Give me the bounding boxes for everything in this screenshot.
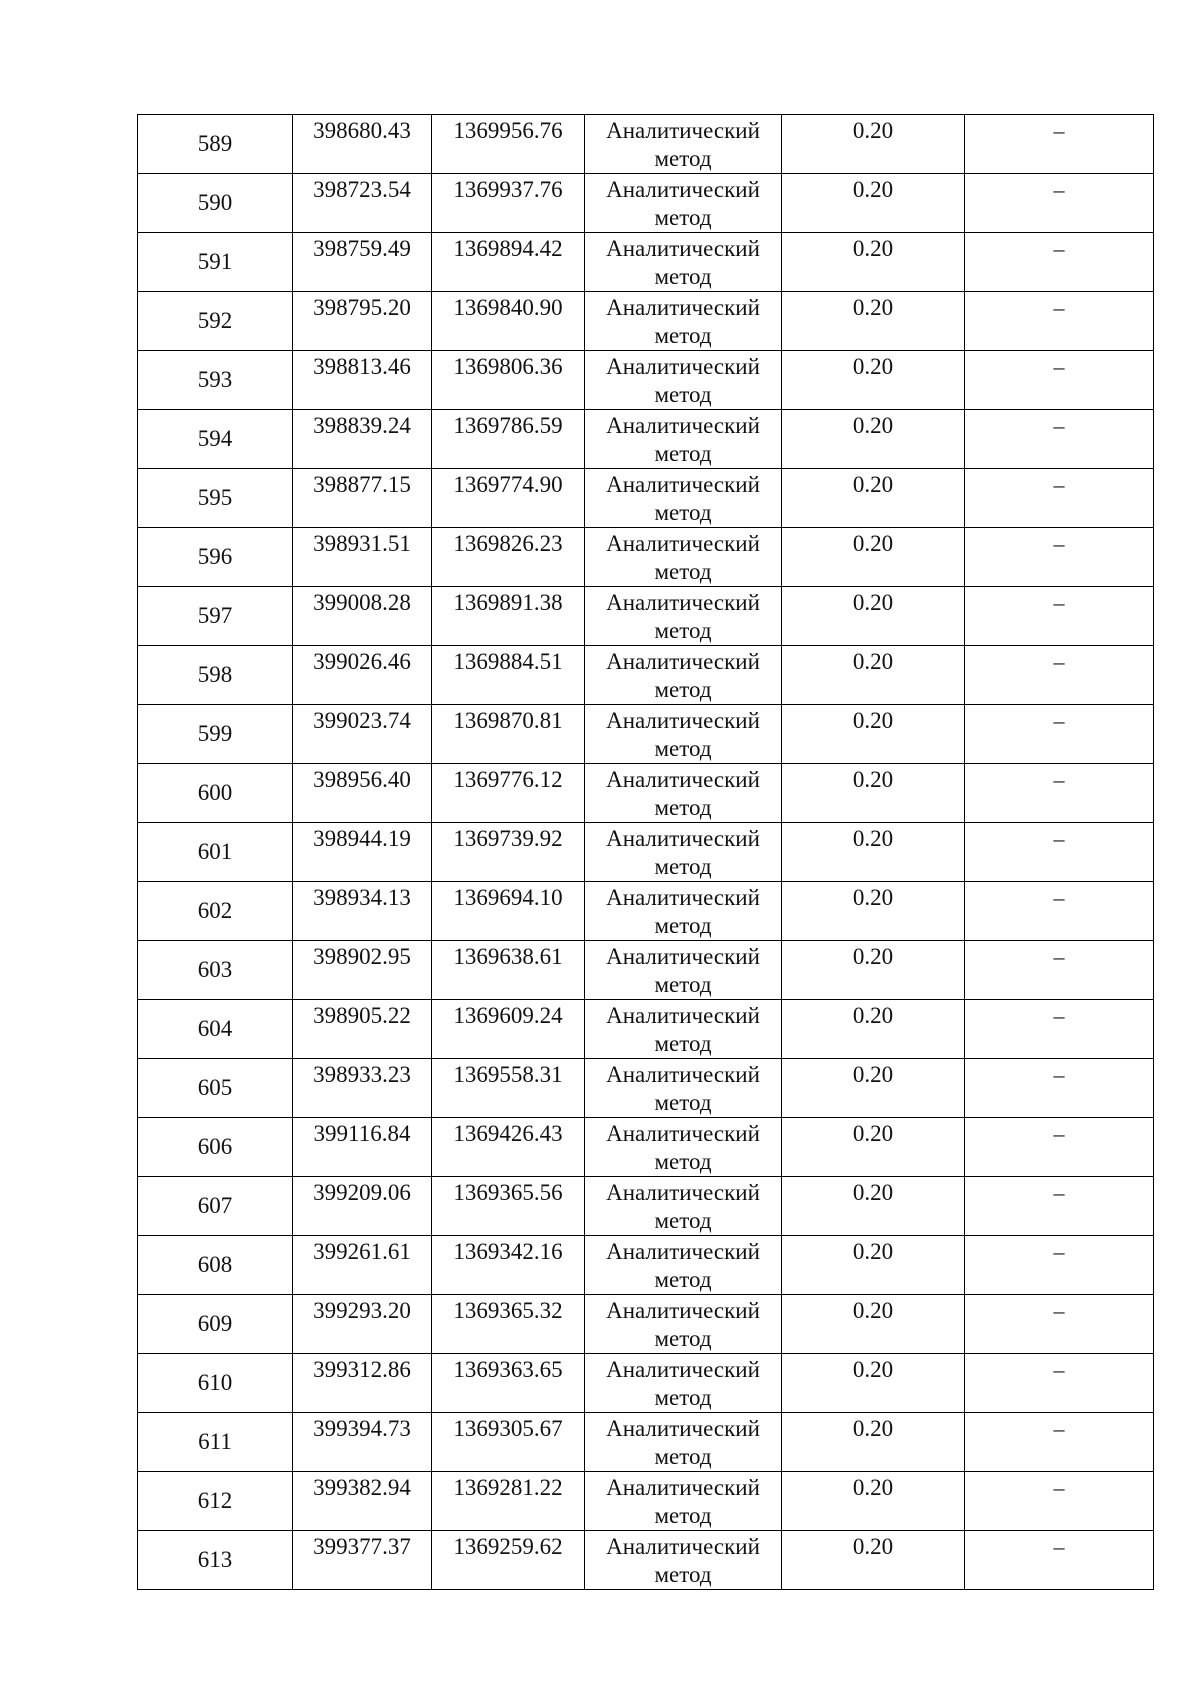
point-number-cell: 608 [138, 1236, 293, 1295]
precision-cell: 0.20 [782, 1295, 965, 1354]
point-number-cell: 590 [138, 174, 293, 233]
description-cell: – [965, 764, 1154, 823]
method-text-line-2: метод [654, 618, 712, 643]
x-coordinate-cell: 398905.22 [293, 1000, 432, 1059]
table-row [138, 528, 1154, 587]
x-coordinate-cell: 398877.15 [293, 469, 432, 528]
description-cell: – [965, 646, 1154, 705]
method-text-line-1: Аналитический [606, 649, 760, 674]
y-coordinate-cell: 1369937.76 [432, 174, 585, 233]
method-text-line-1: Аналитический [606, 118, 760, 143]
y-coordinate-cell: 1369826.23 [432, 528, 585, 587]
method-cell [585, 1295, 782, 1354]
method-text-line-1: Аналитический [606, 413, 760, 438]
method-cell [585, 1059, 782, 1118]
y-coordinate-cell: 1369365.32 [432, 1295, 585, 1354]
method-cell [585, 941, 782, 1000]
method-text-line-2: метод [654, 559, 712, 584]
precision-cell: 0.20 [782, 1413, 965, 1472]
x-coordinate-cell: 399382.94 [293, 1472, 432, 1531]
point-number-cell: 611 [138, 1413, 293, 1472]
point-number-cell: 607 [138, 1177, 293, 1236]
precision-cell: 0.20 [782, 1118, 965, 1177]
x-coordinate-cell: 399116.84 [293, 1118, 432, 1177]
precision-cell: 0.20 [782, 882, 965, 941]
x-coordinate-cell: 398795.20 [293, 292, 432, 351]
description-cell: – [965, 941, 1154, 1000]
x-coordinate-cell: 399293.20 [293, 1295, 432, 1354]
point-number-cell: 591 [138, 233, 293, 292]
method-text-line-2: метод [654, 854, 712, 879]
method-text-line-2: метод [654, 146, 712, 171]
coordinates-table-body [138, 115, 1154, 1590]
table-row [138, 764, 1154, 823]
precision-cell: 0.20 [782, 1531, 965, 1590]
y-coordinate-cell: 1369305.67 [432, 1413, 585, 1472]
description-cell: – [965, 823, 1154, 882]
method-text-line-2: метод [654, 1562, 712, 1587]
precision-cell: 0.20 [782, 351, 965, 410]
method-text-line-2: метод [654, 677, 712, 702]
description-cell: – [965, 1118, 1154, 1177]
y-coordinate-cell: 1369884.51 [432, 646, 585, 705]
table-row [138, 823, 1154, 882]
x-coordinate-cell: 399312.86 [293, 1354, 432, 1413]
method-text-line-2: метод [654, 1503, 712, 1528]
y-coordinate-cell: 1369342.16 [432, 1236, 585, 1295]
description-cell: – [965, 705, 1154, 764]
x-coordinate-cell: 398759.49 [293, 233, 432, 292]
description-cell: – [965, 1413, 1154, 1472]
method-text-line-1: Аналитический [606, 1416, 760, 1441]
point-number-cell: 592 [138, 292, 293, 351]
method-cell [585, 1000, 782, 1059]
point-number-cell: 604 [138, 1000, 293, 1059]
x-coordinate-cell: 398944.19 [293, 823, 432, 882]
method-text-line-2: метод [654, 913, 712, 938]
point-number-cell: 589 [138, 115, 293, 174]
y-coordinate-cell: 1369806.36 [432, 351, 585, 410]
x-coordinate-cell: 398933.23 [293, 1059, 432, 1118]
description-cell: – [965, 1059, 1154, 1118]
description-cell: – [965, 1354, 1154, 1413]
table-row [138, 1472, 1154, 1531]
x-coordinate-cell: 398902.95 [293, 941, 432, 1000]
description-cell: – [965, 174, 1154, 233]
description-cell: – [965, 410, 1154, 469]
x-coordinate-cell: 398723.54 [293, 174, 432, 233]
y-coordinate-cell: 1369694.10 [432, 882, 585, 941]
table-row [138, 941, 1154, 1000]
method-cell [585, 174, 782, 233]
table-row [138, 292, 1154, 351]
method-text-line-1: Аналитический [606, 767, 760, 792]
table-row [138, 1413, 1154, 1472]
method-cell [585, 1531, 782, 1590]
precision-cell: 0.20 [782, 469, 965, 528]
description-cell: – [965, 233, 1154, 292]
precision-cell: 0.20 [782, 115, 965, 174]
y-coordinate-cell: 1369638.61 [432, 941, 585, 1000]
method-cell [585, 1413, 782, 1472]
point-number-cell: 603 [138, 941, 293, 1000]
x-coordinate-cell: 398934.13 [293, 882, 432, 941]
description-cell: – [965, 115, 1154, 174]
y-coordinate-cell: 1369609.24 [432, 1000, 585, 1059]
method-cell [585, 882, 782, 941]
method-text-line-2: метод [654, 1208, 712, 1233]
y-coordinate-cell: 1369558.31 [432, 1059, 585, 1118]
precision-cell: 0.20 [782, 1472, 965, 1531]
table-row [138, 1531, 1154, 1590]
precision-cell: 0.20 [782, 174, 965, 233]
method-text-line-1: Аналитический [606, 1475, 760, 1500]
precision-cell: 0.20 [782, 941, 965, 1000]
point-number-cell: 612 [138, 1472, 293, 1531]
method-text-line-2: метод [654, 205, 712, 230]
point-number-cell: 594 [138, 410, 293, 469]
y-coordinate-cell: 1369363.65 [432, 1354, 585, 1413]
precision-cell: 0.20 [782, 1000, 965, 1059]
description-cell: – [965, 1295, 1154, 1354]
point-number-cell: 613 [138, 1531, 293, 1590]
description-cell: – [965, 1472, 1154, 1531]
x-coordinate-cell: 399209.06 [293, 1177, 432, 1236]
table-row [138, 705, 1154, 764]
precision-cell: 0.20 [782, 646, 965, 705]
table-row [138, 1000, 1154, 1059]
point-number-cell: 598 [138, 646, 293, 705]
method-cell [585, 115, 782, 174]
method-cell [585, 528, 782, 587]
precision-cell: 0.20 [782, 705, 965, 764]
method-text-line-1: Аналитический [606, 708, 760, 733]
method-text-line-2: метод [654, 323, 712, 348]
x-coordinate-cell: 399026.46 [293, 646, 432, 705]
x-coordinate-cell: 399394.73 [293, 1413, 432, 1472]
method-text-line-2: метод [654, 795, 712, 820]
x-coordinate-cell: 399377.37 [293, 1531, 432, 1590]
method-text-line-2: метод [654, 1326, 712, 1351]
method-text-line-2: метод [654, 1149, 712, 1174]
precision-cell: 0.20 [782, 233, 965, 292]
description-cell: – [965, 1531, 1154, 1590]
method-text-line-2: метод [654, 264, 712, 289]
method-text-line-1: Аналитический [606, 236, 760, 261]
method-text-line-1: Аналитический [606, 177, 760, 202]
precision-cell: 0.20 [782, 1059, 965, 1118]
point-number-cell: 600 [138, 764, 293, 823]
method-cell [585, 1472, 782, 1531]
precision-cell: 0.20 [782, 1354, 965, 1413]
coordinates-table [137, 114, 1154, 1590]
method-text-line-1: Аналитический [606, 1357, 760, 1382]
table-row [138, 1236, 1154, 1295]
precision-cell: 0.20 [782, 410, 965, 469]
method-text-line-2: метод [654, 382, 712, 407]
method-text-line-1: Аналитический [606, 1239, 760, 1264]
method-cell [585, 587, 782, 646]
method-cell [585, 351, 782, 410]
point-number-cell: 601 [138, 823, 293, 882]
method-cell [585, 469, 782, 528]
precision-cell: 0.20 [782, 1236, 965, 1295]
table-row [138, 410, 1154, 469]
precision-cell: 0.20 [782, 1177, 965, 1236]
method-text-line-1: Аналитический [606, 1180, 760, 1205]
x-coordinate-cell: 398839.24 [293, 410, 432, 469]
y-coordinate-cell: 1369259.62 [432, 1531, 585, 1590]
precision-cell: 0.20 [782, 292, 965, 351]
y-coordinate-cell: 1369840.90 [432, 292, 585, 351]
method-cell [585, 1354, 782, 1413]
point-number-cell: 609 [138, 1295, 293, 1354]
table-row [138, 1177, 1154, 1236]
table-row [138, 351, 1154, 410]
table-row [138, 469, 1154, 528]
y-coordinate-cell: 1369956.76 [432, 115, 585, 174]
method-cell [585, 1177, 782, 1236]
y-coordinate-cell: 1369891.38 [432, 587, 585, 646]
description-cell: – [965, 1177, 1154, 1236]
table-row [138, 1118, 1154, 1177]
method-text-line-1: Аналитический [606, 1121, 760, 1146]
y-coordinate-cell: 1369739.92 [432, 823, 585, 882]
method-text-line-2: метод [654, 441, 712, 466]
y-coordinate-cell: 1369365.56 [432, 1177, 585, 1236]
method-text-line-2: метод [654, 500, 712, 525]
method-text-line-1: Аналитический [606, 1298, 760, 1323]
method-text-line-1: Аналитический [606, 590, 760, 615]
precision-cell: 0.20 [782, 823, 965, 882]
method-text-line-1: Аналитический [606, 1003, 760, 1028]
method-text-line-2: метод [654, 1444, 712, 1469]
description-cell: – [965, 351, 1154, 410]
method-cell [585, 292, 782, 351]
y-coordinate-cell: 1369786.59 [432, 410, 585, 469]
method-text-line-1: Аналитический [606, 354, 760, 379]
precision-cell: 0.20 [782, 528, 965, 587]
description-cell: – [965, 587, 1154, 646]
method-text-line-1: Аналитический [606, 295, 760, 320]
method-text-line-1: Аналитический [606, 826, 760, 851]
table-row [138, 174, 1154, 233]
method-cell [585, 705, 782, 764]
x-coordinate-cell: 398680.43 [293, 115, 432, 174]
table-row [138, 1059, 1154, 1118]
y-coordinate-cell: 1369776.12 [432, 764, 585, 823]
table-row [138, 1295, 1154, 1354]
description-cell: – [965, 1000, 1154, 1059]
precision-cell: 0.20 [782, 587, 965, 646]
table-row [138, 115, 1154, 174]
precision-cell: 0.20 [782, 764, 965, 823]
table-row [138, 646, 1154, 705]
method-text-line-2: метод [654, 1031, 712, 1056]
point-number-cell: 596 [138, 528, 293, 587]
method-cell [585, 1118, 782, 1177]
x-coordinate-cell: 398931.51 [293, 528, 432, 587]
x-coordinate-cell: 398956.40 [293, 764, 432, 823]
point-number-cell: 602 [138, 882, 293, 941]
description-cell: – [965, 528, 1154, 587]
table-row [138, 882, 1154, 941]
method-text-line-1: Аналитический [606, 531, 760, 556]
y-coordinate-cell: 1369870.81 [432, 705, 585, 764]
point-number-cell: 595 [138, 469, 293, 528]
description-cell: – [965, 1236, 1154, 1295]
point-number-cell: 605 [138, 1059, 293, 1118]
method-cell [585, 410, 782, 469]
method-text-line-2: метод [654, 1090, 712, 1115]
method-text-line-1: Аналитический [606, 1534, 760, 1559]
description-cell: – [965, 469, 1154, 528]
point-number-cell: 610 [138, 1354, 293, 1413]
method-text-line-1: Аналитический [606, 1062, 760, 1087]
y-coordinate-cell: 1369894.42 [432, 233, 585, 292]
x-coordinate-cell: 398813.46 [293, 351, 432, 410]
method-text-line-1: Аналитический [606, 944, 760, 969]
table-row [138, 1354, 1154, 1413]
x-coordinate-cell: 399008.28 [293, 587, 432, 646]
method-cell [585, 1236, 782, 1295]
method-text-line-2: метод [654, 972, 712, 997]
point-number-cell: 593 [138, 351, 293, 410]
method-text-line-2: метод [654, 736, 712, 761]
point-number-cell: 606 [138, 1118, 293, 1177]
method-cell [585, 646, 782, 705]
y-coordinate-cell: 1369774.90 [432, 469, 585, 528]
description-cell: – [965, 292, 1154, 351]
x-coordinate-cell: 399023.74 [293, 705, 432, 764]
table-row [138, 233, 1154, 292]
method-text-line-1: Аналитический [606, 472, 760, 497]
method-cell [585, 823, 782, 882]
method-cell [585, 764, 782, 823]
point-number-cell: 597 [138, 587, 293, 646]
method-cell [585, 233, 782, 292]
x-coordinate-cell: 399261.61 [293, 1236, 432, 1295]
method-text-line-2: метод [654, 1267, 712, 1292]
method-text-line-2: метод [654, 1385, 712, 1410]
y-coordinate-cell: 1369281.22 [432, 1472, 585, 1531]
description-cell: – [965, 882, 1154, 941]
y-coordinate-cell: 1369426.43 [432, 1118, 585, 1177]
point-number-cell: 599 [138, 705, 293, 764]
table-row [138, 587, 1154, 646]
method-text-line-1: Аналитический [606, 885, 760, 910]
